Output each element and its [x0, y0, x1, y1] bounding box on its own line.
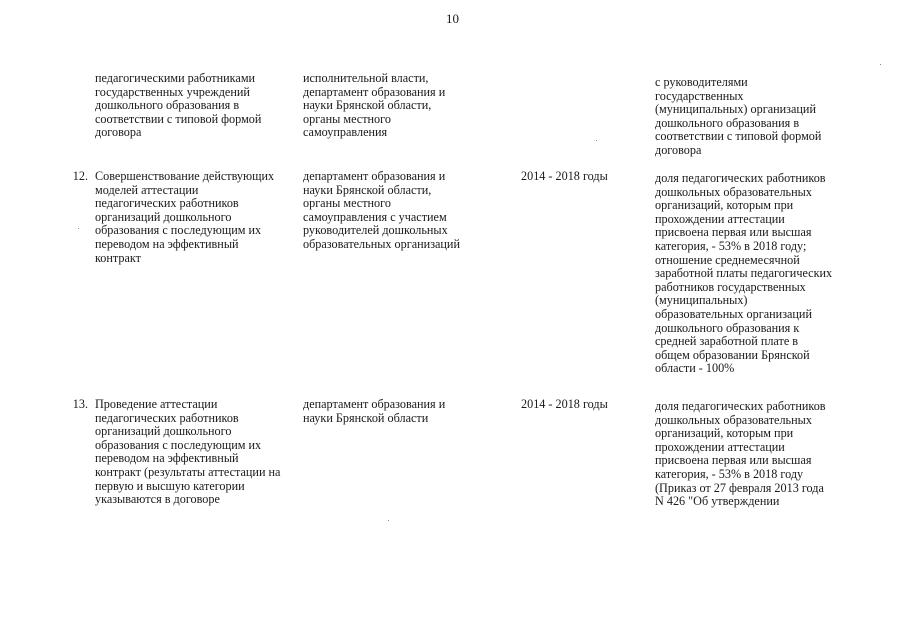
scan-speck [388, 520, 389, 521]
period-cell: 2014 - 2018 годы [521, 397, 608, 411]
page-number: 10 [446, 11, 459, 26]
executor-cell: департамент образования и науки Брянской области [303, 397, 446, 425]
measure-cell: педагогическими работниками государственных учреждений дошкольного образования в соответствии с типовой формой договора [95, 71, 262, 140]
row-number: 12. [72, 169, 88, 183]
indicator-cell: доля педагогических работников дошкольных образовательных организаций, которым при прохождении аттестации присвоена первая или высшая категория, - 53% в 2018 году (Приказ от 27 февраля 2013 года N 426 "Об утверждении [655, 399, 826, 509]
scan-speck [78, 228, 79, 229]
measure-cell: Проведение аттестации педагогических работников организаций дошкольного образования с последующим их переводом на эффективный контракт (результаты аттестации на первую и высшую категории указываются в договоре [95, 397, 281, 507]
row-number: 13. [72, 397, 88, 411]
executor-cell: исполнительной власти, департамент образования и науки Брянской области, органы местного самоуправления [303, 71, 446, 140]
period-cell: 2014 - 2018 годы [521, 169, 608, 183]
measure-cell: Совершенствование действующих моделей аттестации педагогических работников организаций дошкольного образования с последующим их переводом на эффективный контракт [95, 169, 275, 265]
executor-cell: департамент образования и науки Брянской области, органы местного самоуправления с участием руководителей дошкольных образовательных организаций [303, 169, 460, 251]
indicator-cell: доля педагогических работников дошкольных образовательных организаций, которым при прохождении аттестации присвоена первая или высшая категория, - 53% в 2018 году; отношение среднемесячной заработной платы педагогических работников государственных (муниципальных) образовательных организаций дошкольного образования к средней заработной плате в общем образовании Брянской области - 100% [655, 171, 833, 376]
scan-speck [596, 140, 597, 141]
scan-speck [880, 64, 881, 65]
indicator-cell: с руководителями государственных (муниципальных) организаций дошкольного образования в соответствии с типовой формой договора [655, 75, 822, 157]
